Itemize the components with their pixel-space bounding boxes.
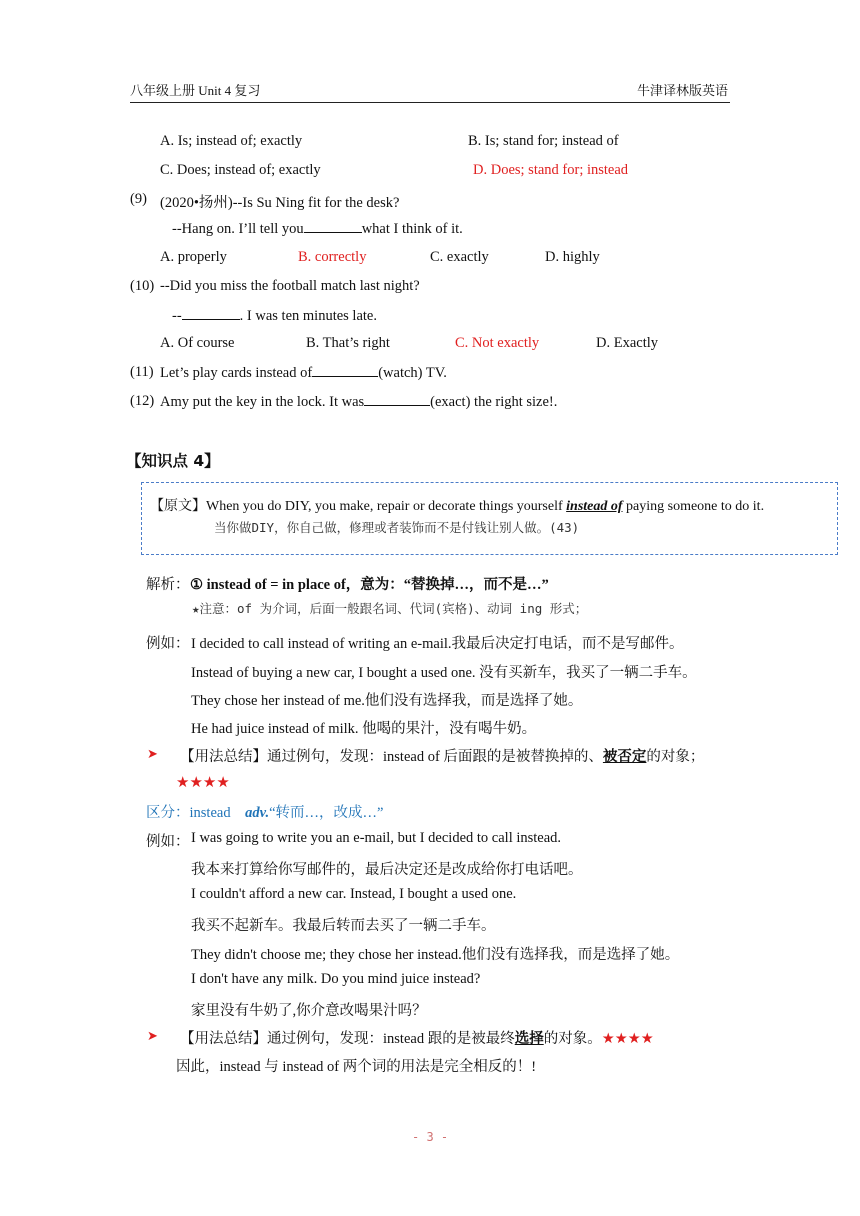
q9-line2-b: what I think of it.	[361, 221, 463, 237]
q9-option-c: C. exactly	[430, 249, 489, 265]
q12-blank	[364, 393, 430, 406]
summary1-text	[180, 745, 704, 766]
q11-blank	[312, 364, 378, 377]
original-en-emphasis: instead of	[566, 499, 623, 514]
header-rule	[130, 102, 730, 103]
examples2-label: 例如：	[146, 834, 190, 850]
q11-number: (11)	[130, 364, 154, 380]
q10-option-a: A. Of course	[160, 335, 235, 351]
example2-line6: I don't have any milk. Do you mind juice instead?	[191, 971, 481, 987]
analysis-label: 解析：	[146, 577, 190, 593]
q8-option-d: D. Does; stand for; instead	[473, 162, 629, 178]
analysis-note	[192, 599, 587, 617]
q9-line2	[172, 220, 463, 238]
example1-line1: I decided to call instead of writing an e-mail.我最后决定打电话，而不是写邮件。	[191, 636, 684, 652]
summary1-a: 【用法总结】通过例句，发现：instead of 后面跟的是被替换掉的、	[180, 749, 603, 765]
analysis-point: ① instead of = in place of，意为：“替换掉…，而不是…”	[190, 577, 549, 593]
original-label: 【原文】	[150, 499, 206, 514]
example2-line2: 我本来打算给你写邮件的，最后决定还是改成给你打电话吧。	[191, 862, 583, 878]
q12-text-a: Amy put the key in the lock. It was	[160, 394, 365, 410]
q10-line2	[172, 307, 377, 325]
q9-stem: (2020•扬州)--Is Su Ning fit for the desk?	[160, 195, 400, 211]
summary2-text	[180, 1027, 654, 1048]
q10-line2-b: . I was ten minutes late.	[239, 308, 377, 324]
section-title: 【知识点 4】	[126, 452, 220, 470]
summary1-b: 被否定	[602, 749, 647, 765]
example2-line4: 我买不起新车。我最后转而去买了一辆二手车。	[191, 918, 496, 934]
q10-option-c: C. Not exactly	[455, 335, 540, 351]
distinguish-label: 区分：instead	[146, 805, 231, 821]
q11-text	[160, 364, 447, 382]
summary2-a: 【用法总结】通过例句，发现：instead 跟的是被最终	[180, 1031, 515, 1047]
q10-stem: --Did you miss the football match last night?	[160, 278, 420, 294]
q10-blank	[182, 307, 240, 320]
arrow-bullet-icon-2: ➤	[147, 1028, 158, 1043]
q10-line2-a: --	[172, 308, 182, 324]
original-en-a: When you do DIY, you make, repair or decorate things yourself	[206, 499, 567, 514]
example1-line3: They chose her instead of me.他们没有选择我，而是选择了她。	[191, 693, 583, 709]
q8-option-b: B. Is; stand for; instead of	[468, 133, 619, 149]
original-en-b: paying someone to do it.	[622, 499, 765, 514]
distinguish-pos: adv.	[245, 805, 270, 821]
summary2-conclusion: 因此，instead 与 instead of 两个词的用法是完全相反的！!	[176, 1059, 537, 1075]
example1-line4: He had juice instead of milk. 他喝的果汁，没有喝牛奶。	[191, 721, 537, 737]
q9-number: (9)	[130, 191, 147, 207]
q12-text-b: (exact) the right size!.	[430, 394, 558, 410]
q9-option-b: B. correctly	[298, 249, 367, 265]
examples1-label: 例如：	[146, 636, 190, 652]
example2-line3: I couldn't afford a new car. Instead, I bought a used one.	[191, 886, 517, 902]
q12-text	[160, 393, 557, 411]
q11-text-b: (watch) TV.	[378, 365, 447, 381]
q11-text-a: Let’s play cards instead of	[160, 365, 313, 381]
q10-option-b: B. That’s right	[306, 335, 390, 351]
q8-option-a: A. Is; instead of; exactly	[160, 133, 303, 149]
example2-line1: I was going to write you an e-mail, but I decided to call instead.	[191, 830, 562, 846]
q12-number: (12)	[130, 393, 155, 409]
original-text-zh: 当你做DIY，你自己做，修理或者装饰而不是付钱让别人做。(43)	[214, 520, 580, 535]
example2-line7: 家里没有牛奶了,你介意改喝果汁吗？	[191, 1003, 427, 1019]
analysis-note-text: ★注意：of 为介词，后面一般跟名词、代词(宾格)、动词 ing 形式；	[192, 601, 588, 616]
q9-blank	[304, 220, 362, 233]
example1-line2: Instead of buying a new car, I bought a used one. 没有买新车，我买了一辆二手车。	[191, 665, 697, 681]
summary2-b: 选择	[514, 1031, 544, 1047]
q9-option-a: A. properly	[160, 249, 227, 265]
example2-line5: They didn't choose me; they chose her instead.他们没有选择我，而是选择了她。	[191, 947, 680, 963]
q8-option-c: C. Does; instead of; exactly	[160, 162, 321, 178]
summary2-stars: ★★★★	[601, 1031, 654, 1047]
summary1-c: 的对象；	[646, 749, 705, 765]
header-left: 八年级上册 Unit 4 复习	[130, 83, 261, 98]
distinguish-meaning: “转而…，改成…”	[269, 805, 384, 821]
q10-number: (10)	[130, 278, 155, 294]
original-text-en	[150, 495, 764, 515]
q10-option-d: D. Exactly	[596, 335, 659, 351]
q9-option-d: D. highly	[545, 249, 600, 265]
q9-line2-a: --Hang on. I’ll tell you	[172, 221, 304, 237]
arrow-bullet-icon: ➤	[147, 746, 158, 761]
summary1-stars: ★★★★	[176, 773, 230, 791]
page-number: - 3 -	[412, 1130, 449, 1144]
header-right: 牛津译林版英语	[637, 83, 729, 98]
distinguish-line	[146, 801, 383, 822]
summary2-c: 的对象。	[543, 1031, 602, 1047]
